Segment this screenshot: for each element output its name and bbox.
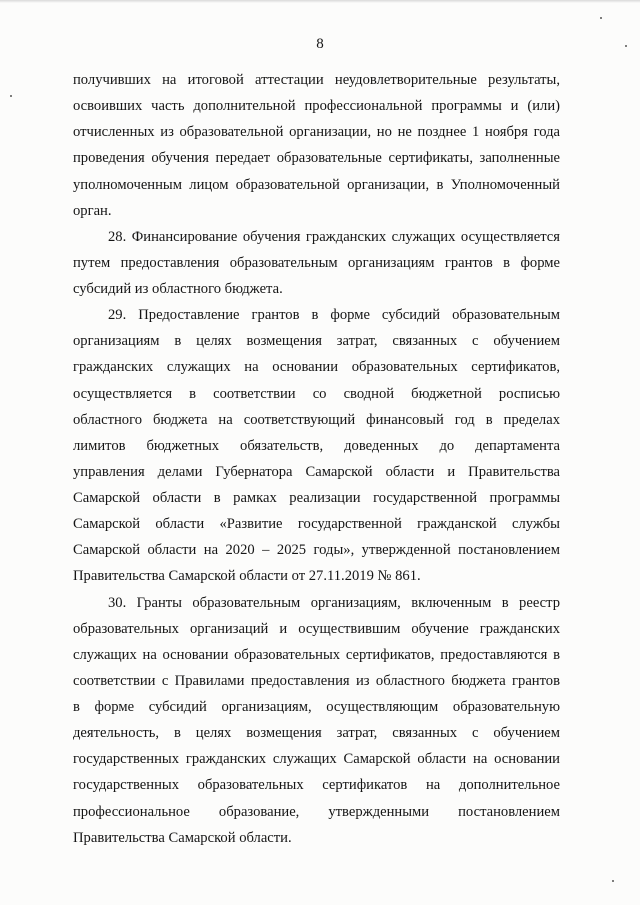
text-line: Самарской области в рамках реализации государственной программы — [73, 490, 560, 506]
scan-speck — [10, 95, 12, 97]
scan-edge — [0, 0, 640, 3]
page-number: 8 — [316, 36, 324, 52]
text-line: Правительства Самарской области от 27.11.2019 № 861. — [73, 568, 421, 585]
text-line: орган. — [73, 202, 112, 219]
text-line: организациям в целях возмещения затрат, связанных с обучением — [73, 333, 560, 350]
text-line: уполномоченным лицом образовательной организации, в Уполномоченный — [73, 176, 560, 193]
scan-speck — [612, 880, 614, 882]
text-line: профессиональное образование, утвержденными постановлением — [73, 803, 560, 820]
text-line: в форме субсидий организациям, осуществляющим образовательную — [73, 699, 560, 715]
text-line: 29. Предоставление грантов в форме субсидий образовательным — [108, 307, 560, 324]
text-line: соответствии с Правилами предоставления из областного бюджета грантов — [73, 672, 560, 689]
text-line: лимитов бюджетных обязательств, доведенных до департамента — [73, 437, 560, 454]
text-line: 28. Финансирование обучения гражданских служащих осуществляется — [108, 228, 560, 245]
paragraph-29 — [73, 302, 560, 589]
text-line: государственных гражданских служащих Самарской области на основании — [73, 751, 560, 768]
text-line: Правительства Самарской области. — [73, 829, 292, 846]
text-line: образовательных организаций и осуществившим обучение гражданских — [73, 620, 560, 637]
text-line: областного бюджета на соответствующий финансовый год в пределах — [73, 411, 560, 428]
text-line: государственных образовательных сертификатов на дополнительное — [73, 777, 560, 794]
scan-speck — [600, 17, 602, 19]
document-body — [73, 67, 560, 851]
text-line: 30. Гранты образовательным организациям, включенным в реестр — [108, 594, 560, 611]
paragraph-30 — [73, 590, 560, 851]
text-line: отчисленных из образовательной организации, но не позднее 1 ноября года — [73, 124, 560, 141]
text-line: осуществляется в соответствии со сводной бюджетной росписью — [73, 385, 560, 402]
text-line: управления делами Губернатора Самарской области и Правительства — [73, 463, 560, 480]
text-line: проведения обучения передает образовательные сертификаты, заполненные — [73, 150, 560, 167]
text-line: освоивших часть дополнительной профессиональной программы и (или) — [73, 98, 560, 115]
text-line: гражданских служащих на основании образовательных сертификатов, — [73, 359, 560, 376]
text-line: субсидий из областного бюджета. — [73, 281, 283, 297]
text-line: Самарской области «Развитие государственной гражданской службы — [73, 516, 560, 533]
text-line: Самарской области на 2020 – 2025 годы», утвержденной постановлением — [73, 542, 560, 559]
text-line: путем предоставления образовательным организациям грантов в форме — [73, 254, 560, 271]
text-line: получивших на итоговой аттестации неудовлетворительные результаты, — [73, 72, 560, 88]
paragraph-continuation — [73, 67, 560, 224]
text-line: деятельность, в целях возмещения затрат, связанных с обучением — [73, 725, 560, 742]
paragraph-28 — [73, 224, 560, 302]
text-line: служащих на основании образовательных сертификатов, предоставляются в — [73, 646, 560, 663]
